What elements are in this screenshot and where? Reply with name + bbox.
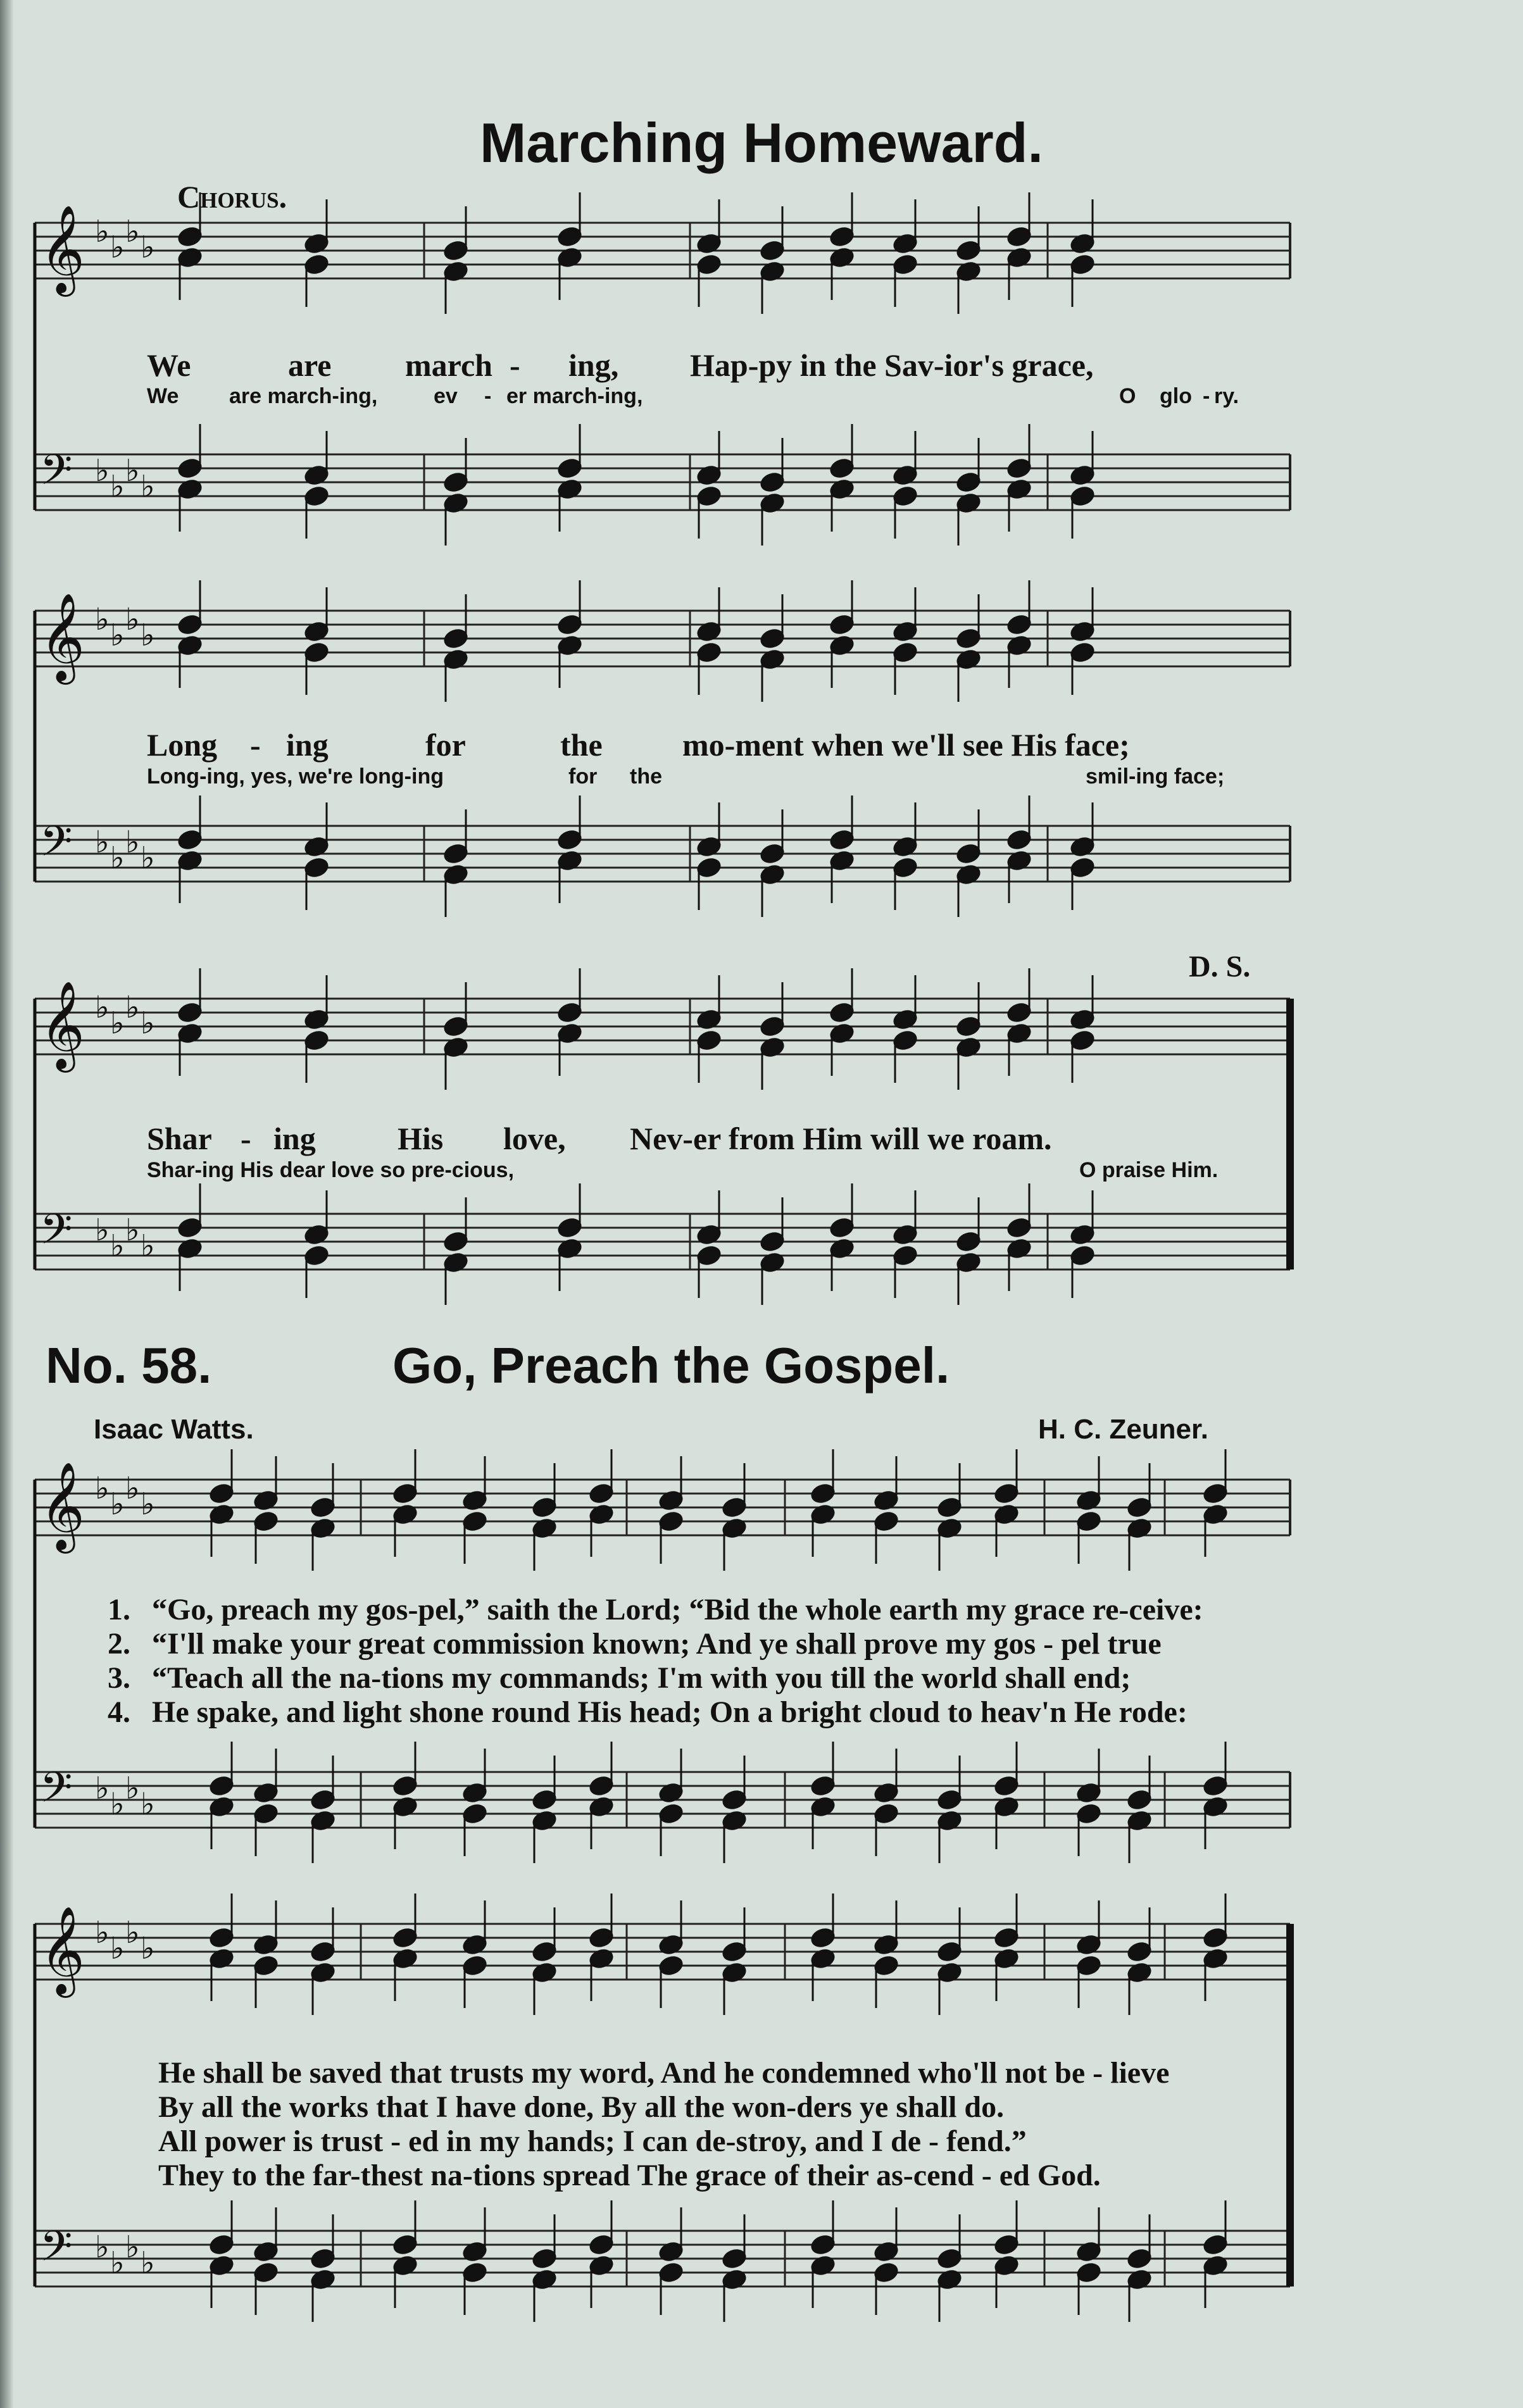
lyric: ing bbox=[286, 727, 329, 763]
svg-text:♭: ♭ bbox=[95, 453, 110, 489]
verse-line: He shall be saved that trusts my word, And he condemned who'll not be - lieve bbox=[158, 2056, 1170, 2090]
lyric-echo: er march-ing, bbox=[506, 384, 643, 408]
lyric: Nev-er from Him will we roam. bbox=[630, 1121, 1052, 1156]
svg-text:♭: ♭ bbox=[95, 1213, 110, 1248]
svg-text:♭: ♭ bbox=[95, 825, 110, 860]
verse-line: 1. “Go, preach my gos-pel,” saith the Lord; “Bid the whole earth my grace re-ceive: bbox=[108, 1593, 1203, 1626]
svg-text:♭: ♭ bbox=[110, 230, 125, 265]
svg-text:♭: ♭ bbox=[95, 602, 110, 637]
lyric: We bbox=[147, 347, 191, 383]
author-credit: Isaac Watts. bbox=[94, 1414, 254, 1445]
song-title: Go, Preach the Gospel. bbox=[392, 1337, 950, 1394]
svg-text:♭: ♭ bbox=[125, 602, 140, 637]
svg-text:♭: ♭ bbox=[141, 1006, 155, 1041]
svg-text:♭: ♭ bbox=[141, 1787, 155, 1822]
verse-line: 3. “Teach all the na-tions my commands; I'm with you till the world shall end; bbox=[108, 1661, 1131, 1695]
svg-text:♭: ♭ bbox=[95, 990, 110, 1025]
svg-text:♭: ♭ bbox=[110, 469, 125, 504]
lyric: - bbox=[250, 727, 261, 763]
lyric: - bbox=[241, 1121, 251, 1156]
lyric: - bbox=[510, 347, 520, 383]
lyric-echo: are march-ing, bbox=[229, 384, 378, 408]
svg-text:♭: ♭ bbox=[125, 990, 140, 1025]
lyric-echo: Long-ing, yes, we're long-ing bbox=[147, 764, 444, 789]
svg-text:♭: ♭ bbox=[110, 1787, 125, 1822]
svg-text:♭: ♭ bbox=[110, 1487, 125, 1522]
svg-text:♭: ♭ bbox=[141, 1487, 155, 1522]
svg-text:♭: ♭ bbox=[141, 840, 155, 876]
svg-text:𝄞: 𝄞 bbox=[40, 205, 85, 293]
svg-text:♭: ♭ bbox=[141, 1228, 155, 1264]
lyric-echo: Shar-ing His dear love so pre-cious, bbox=[147, 1158, 515, 1182]
svg-text:♭: ♭ bbox=[125, 2230, 140, 2265]
song-title: Marching Homeward. bbox=[480, 111, 1043, 174]
lyric-echo: ev bbox=[434, 384, 458, 408]
lyric: are bbox=[288, 347, 332, 383]
svg-text:𝄞: 𝄞 bbox=[40, 981, 85, 1069]
svg-text:𝄞: 𝄞 bbox=[40, 1462, 85, 1550]
chorus-label: Chorus. bbox=[177, 179, 287, 215]
lyric-echo: ry. bbox=[1214, 384, 1239, 408]
lyric: ing bbox=[273, 1121, 316, 1156]
lyric-echo: - bbox=[484, 384, 492, 408]
svg-text:♭: ♭ bbox=[110, 618, 125, 653]
svg-text:♭: ♭ bbox=[110, 2245, 125, 2281]
svg-text:♭: ♭ bbox=[125, 1915, 140, 1950]
svg-text:𝄞: 𝄞 bbox=[40, 593, 85, 681]
svg-text:♭: ♭ bbox=[141, 2245, 155, 2281]
svg-text:𝄢: 𝄢 bbox=[40, 817, 73, 876]
lyric-echo: glo bbox=[1160, 384, 1192, 408]
lyric: Shar bbox=[147, 1121, 212, 1156]
svg-text:♭: ♭ bbox=[95, 1471, 110, 1506]
svg-text:♭: ♭ bbox=[141, 230, 155, 265]
svg-text:♭: ♭ bbox=[95, 1915, 110, 1950]
svg-text:♭: ♭ bbox=[141, 469, 155, 504]
lyric: love, bbox=[503, 1121, 566, 1156]
svg-text:♭: ♭ bbox=[95, 1771, 110, 1806]
lyric: for bbox=[425, 727, 466, 763]
lyric-echo: O bbox=[1119, 384, 1136, 408]
svg-text:♭: ♭ bbox=[125, 214, 140, 249]
svg-text:♭: ♭ bbox=[141, 1931, 155, 1966]
verse-line: By all the works that I have done, By all the won-ders ye shall do. bbox=[158, 2090, 1005, 2124]
lyric: march bbox=[405, 347, 492, 383]
svg-text:♭: ♭ bbox=[110, 1228, 125, 1264]
lyric: mo-ment when we'll see His face; bbox=[682, 727, 1130, 763]
svg-text:♭: ♭ bbox=[125, 1471, 140, 1506]
svg-text:♭: ♭ bbox=[110, 1931, 125, 1966]
ds-marking: D. S. bbox=[1189, 950, 1251, 983]
svg-text:𝄢: 𝄢 bbox=[40, 1205, 73, 1264]
svg-text:𝄢: 𝄢 bbox=[40, 2222, 73, 2281]
svg-text:𝄢: 𝄢 bbox=[40, 1763, 73, 1822]
svg-text:♭: ♭ bbox=[110, 840, 125, 876]
svg-text:♭: ♭ bbox=[95, 2230, 110, 2265]
verse-line: 4. He spake, and light shone round His head; On a bright cloud to heav'n He rode: bbox=[108, 1695, 1188, 1729]
svg-text:♭: ♭ bbox=[110, 1006, 125, 1041]
svg-text:♭: ♭ bbox=[141, 618, 155, 653]
lyric-echo: O praise Him. bbox=[1079, 1158, 1219, 1182]
verse-line: They to the far-thest na-tions spread The grace of their as-cend - ed God. bbox=[158, 2159, 1101, 2192]
svg-text:♭: ♭ bbox=[125, 825, 140, 860]
lyric: Hap-py in the Sav-ior's grace, bbox=[690, 347, 1094, 383]
svg-text:♭: ♭ bbox=[125, 1213, 140, 1248]
lyric-echo: the bbox=[630, 764, 662, 789]
svg-text:𝄞: 𝄞 bbox=[40, 1906, 85, 1994]
svg-text:♭: ♭ bbox=[125, 453, 140, 489]
svg-text:♭: ♭ bbox=[95, 214, 110, 249]
composer-credit: H. C. Zeuner. bbox=[1038, 1414, 1208, 1445]
svg-text:♭: ♭ bbox=[125, 1771, 140, 1806]
hymn-number: No. 58. bbox=[46, 1337, 212, 1394]
svg-text:𝄢: 𝄢 bbox=[40, 446, 73, 504]
lyric-echo: smil-ing face; bbox=[1086, 764, 1225, 789]
lyric: the bbox=[560, 727, 603, 763]
verse-line: 2. “I'll make your great commission known; And ye shall prove my gos - pel true bbox=[108, 1627, 1162, 1661]
lyric-echo: for bbox=[568, 764, 598, 789]
lyric: ing, bbox=[568, 347, 619, 383]
verse-line: All power is trust - ed in my hands; I can de-stroy, and I de - fend.” bbox=[158, 2124, 1027, 2158]
lyric-echo: We bbox=[147, 384, 179, 408]
lyric-echo: - bbox=[1203, 384, 1210, 408]
lyric: Long bbox=[147, 727, 218, 763]
lyric: His bbox=[398, 1121, 444, 1156]
